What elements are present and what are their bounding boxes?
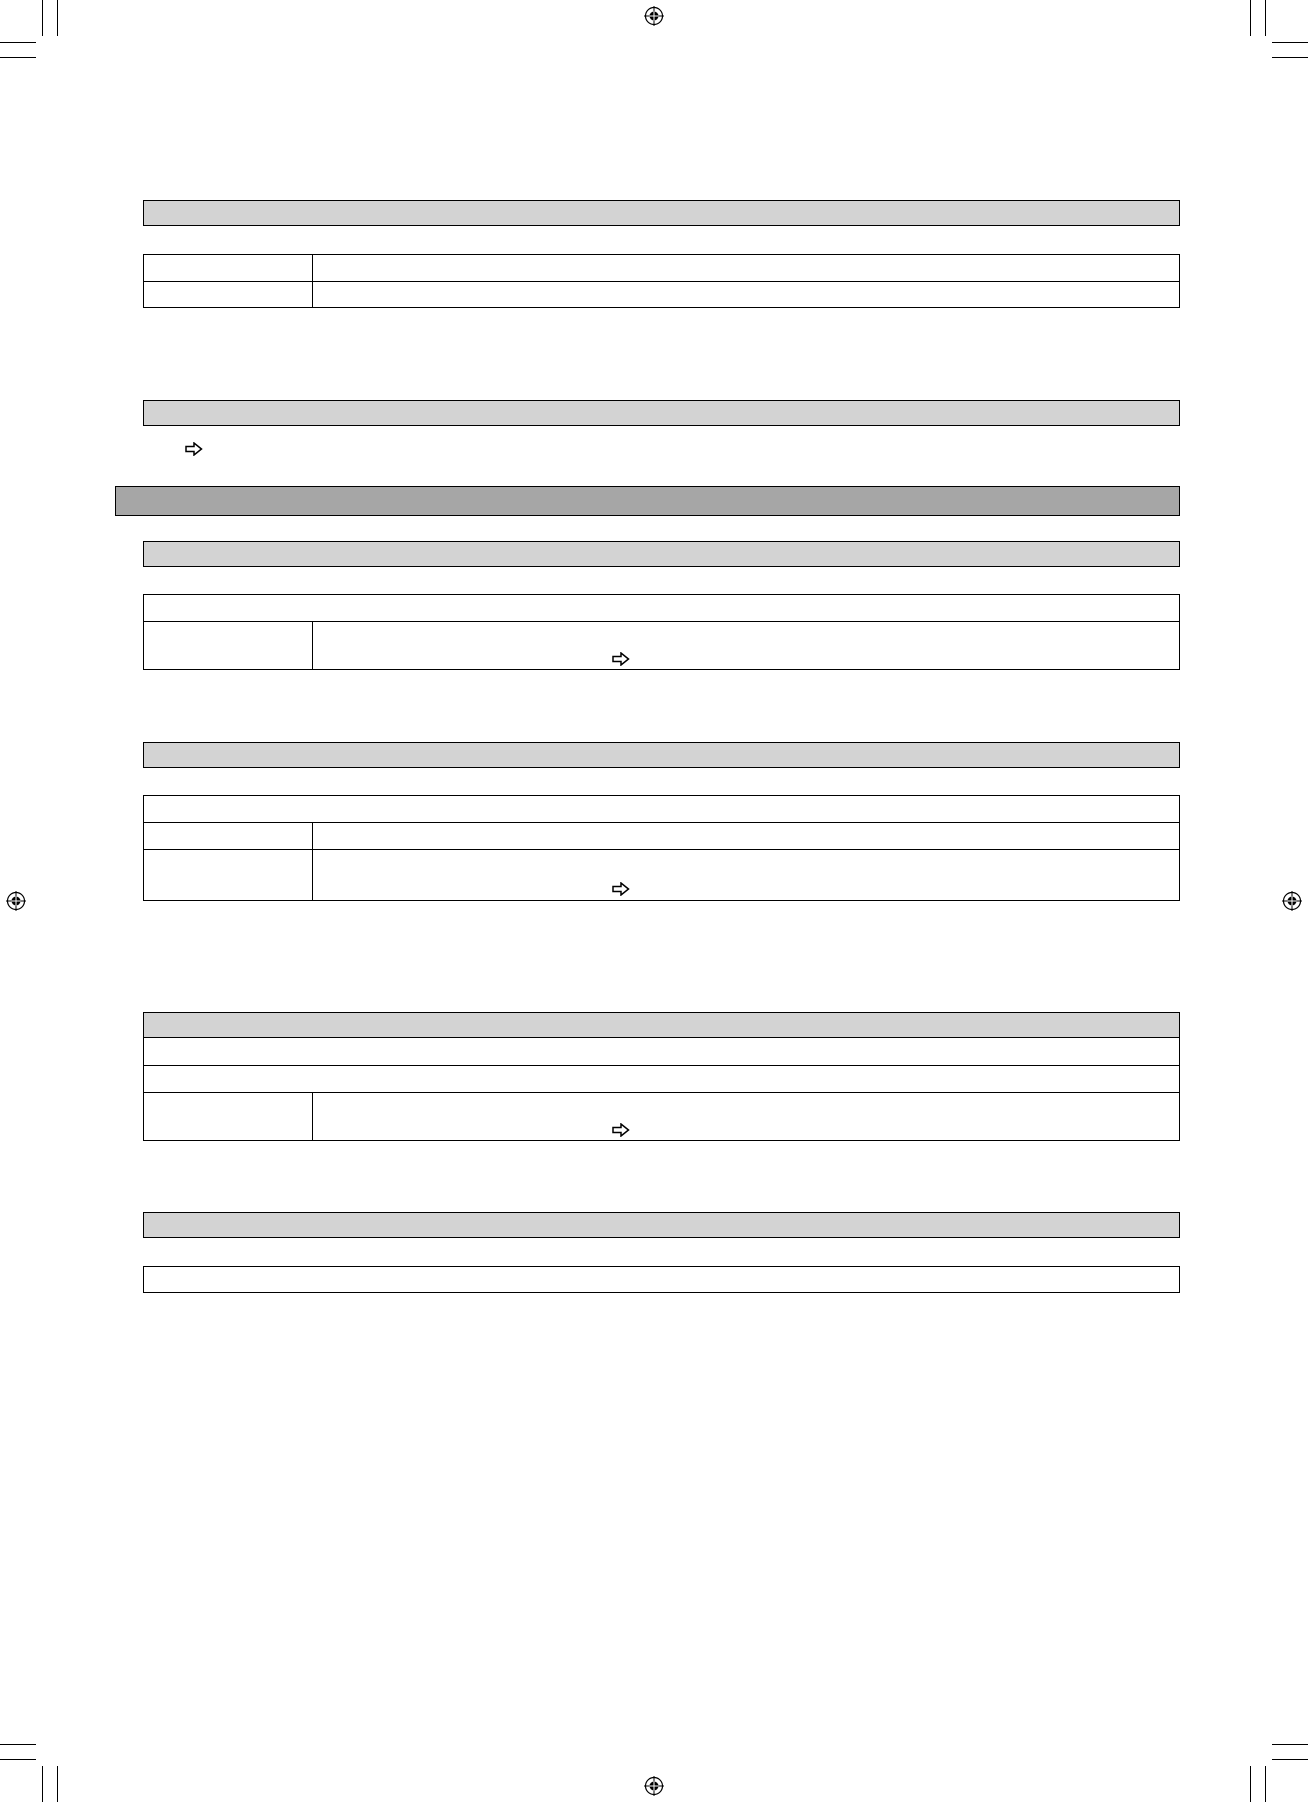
crop-mark <box>1250 0 1251 36</box>
table-row <box>144 595 1179 621</box>
table-row <box>144 822 1179 849</box>
registration-mark-icon <box>6 891 26 911</box>
right-arrow-icon <box>612 1123 630 1137</box>
crop-mark <box>1265 1766 1266 1802</box>
table-row <box>144 849 1179 900</box>
table-cell-label <box>144 255 313 281</box>
crop-mark <box>0 57 36 58</box>
table-cell-label <box>144 622 313 669</box>
table-cell-label <box>144 850 313 900</box>
section-header-bar <box>143 742 1180 768</box>
crop-mark <box>1272 1744 1308 1745</box>
spec-table <box>143 594 1180 670</box>
crop-mark <box>42 1766 43 1802</box>
table-row <box>144 281 1179 307</box>
spec-table <box>143 1038 1180 1141</box>
right-arrow-icon <box>612 652 630 666</box>
table-row <box>144 796 1179 822</box>
crop-mark <box>1250 1766 1251 1802</box>
crop-mark <box>0 1759 36 1760</box>
right-arrow-icon <box>612 882 630 896</box>
right-arrow-icon <box>185 442 203 456</box>
table-row <box>144 621 1179 669</box>
crop-mark <box>0 1744 36 1745</box>
crop-mark <box>42 0 43 36</box>
table-cell-label <box>144 823 313 849</box>
table-row <box>144 1267 1179 1292</box>
spec-table <box>143 254 1180 308</box>
crop-mark <box>0 42 36 43</box>
spec-table <box>143 795 1180 901</box>
section-header-bar <box>143 200 1180 226</box>
table-row <box>144 1038 1179 1065</box>
table-cell-label <box>144 1093 313 1140</box>
table-cell-label <box>144 282 313 307</box>
registration-mark-icon <box>644 1776 664 1796</box>
crop-mark <box>1265 0 1266 36</box>
section-header-bar <box>143 541 1180 567</box>
spec-table <box>143 1266 1180 1293</box>
registration-mark-icon <box>644 6 664 26</box>
crop-mark <box>1272 57 1308 58</box>
table-row <box>144 255 1179 281</box>
crop-mark <box>1272 42 1308 43</box>
section-header-bar <box>143 1212 1180 1238</box>
section-header-bar <box>143 1012 1180 1038</box>
crop-mark <box>57 0 58 36</box>
crop-mark <box>1272 1759 1308 1760</box>
table-row <box>144 1092 1179 1140</box>
section-header-bar <box>143 400 1180 426</box>
chapter-header-bar <box>115 486 1180 516</box>
registration-mark-icon <box>1282 891 1302 911</box>
crop-mark <box>57 1766 58 1802</box>
table-row <box>144 1065 1179 1092</box>
